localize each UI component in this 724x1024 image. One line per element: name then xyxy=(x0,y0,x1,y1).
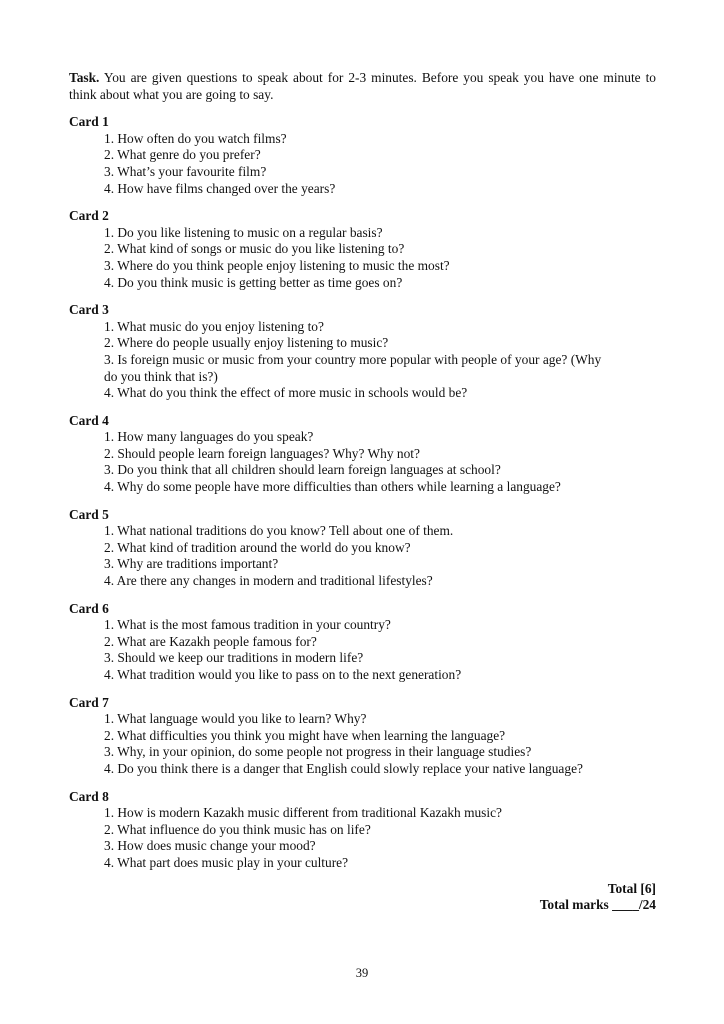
card-question: 4. How have films changed over the years? xyxy=(104,180,336,196)
card-section xyxy=(69,208,656,291)
card-question: 2. What influence do you think music has on life? xyxy=(104,821,371,837)
card-question: 3. Why are traditions important? xyxy=(104,556,279,572)
card-title: Card 2 xyxy=(69,208,109,224)
card-question: 1. What is the most famous tradition in your country? xyxy=(104,617,391,633)
card-section xyxy=(69,601,656,684)
card-section xyxy=(69,695,656,778)
cards-list xyxy=(69,114,656,871)
card-question: 2. What genre do you prefer? xyxy=(104,147,261,163)
card-question: 2. What difficulties you think you might have when learning the language? xyxy=(104,727,506,743)
card-section xyxy=(69,413,656,496)
card-section xyxy=(69,302,656,402)
card-title: Card 8 xyxy=(69,788,109,804)
task-label: Task. xyxy=(69,70,100,85)
card-title: Card 7 xyxy=(69,694,109,710)
card-section xyxy=(69,789,656,872)
card-question: 4. What tradition would you like to pass on to the next generation? xyxy=(104,667,462,682)
card-question: 4. What part does music play in your culture? xyxy=(104,854,349,870)
card-question: 4. Are there any changes in modern and traditional lifestyles? xyxy=(104,573,433,589)
card-question: 2. What kind of songs or music do you like listening to? xyxy=(104,241,405,257)
card-question: 1. What national traditions do you know? Tell about one of them. xyxy=(104,523,454,539)
card-question: 1. How is modern Kazakh music different from traditional Kazakh music? xyxy=(104,805,503,821)
card-question: 2. Where do people usually enjoy listening to music? xyxy=(104,335,389,351)
card-question: 3. Should we keep our traditions in modern life? xyxy=(104,650,364,666)
totals-block xyxy=(69,881,656,914)
card-question: 1. Do you like listening to music on a regular basis? xyxy=(104,224,383,240)
card-question: 3. What’s your favourite film? xyxy=(104,163,267,179)
card-question: 1. What music do you enjoy listening to? xyxy=(104,318,324,334)
total-score: Total [6] xyxy=(607,880,656,896)
card-question: 3. Is foreign music or music from your country more popular with people of your age? (Why xyxy=(104,351,602,367)
card-title: Card 6 xyxy=(69,600,109,616)
total-marks: Total marks ____/24 xyxy=(539,897,656,913)
document-page xyxy=(69,70,656,914)
card-question: 1. What language would you like to learn? Why? xyxy=(104,711,367,727)
card-question: 3. Do you think that all children should learn foreign languages at school? xyxy=(104,462,501,478)
card-question: 4. Why do some people have more difficulties than others while learning a language? xyxy=(104,479,561,495)
card-title: Card 5 xyxy=(69,506,109,522)
card-title: Card 1 xyxy=(69,114,109,130)
card-question: 4. What do you think the effect of more music in schools would be? xyxy=(104,385,468,401)
card-question: 4. Do you think music is getting better as time goes on? xyxy=(104,274,403,290)
card-question: 1. How many languages do you speak? xyxy=(104,429,314,445)
card-question: 2. Should people learn foreign languages? Why? Why not? xyxy=(104,445,420,461)
card-question: 4. Do you think there is a danger that English could slowly replace your native language? xyxy=(104,760,583,776)
task-instructions xyxy=(69,70,656,103)
card-title: Card 3 xyxy=(69,302,109,318)
task-text: You are given questions to speak about for 2-3 minutes. Before you speak you have one minute to think about what you are going to say. xyxy=(69,70,656,102)
card-section xyxy=(69,114,656,197)
card-question: 3. How does music change your mood? xyxy=(104,838,316,854)
page-number: 39 xyxy=(355,966,369,980)
card-question: 3. Where do you think people enjoy listening to music the most? xyxy=(104,257,450,273)
card-question: 1. How often do you watch films? xyxy=(104,130,287,146)
card-question: 2. What kind of tradition around the world do you know? xyxy=(104,539,411,555)
card-question: 2. What are Kazakh people famous for? xyxy=(104,633,317,649)
card-section xyxy=(69,507,656,590)
card-title: Card 4 xyxy=(69,412,109,428)
card-question: 3. Why, in your opinion, do some people not progress in their language studies? xyxy=(104,744,532,760)
card-question: do you think that is?) xyxy=(104,368,218,384)
